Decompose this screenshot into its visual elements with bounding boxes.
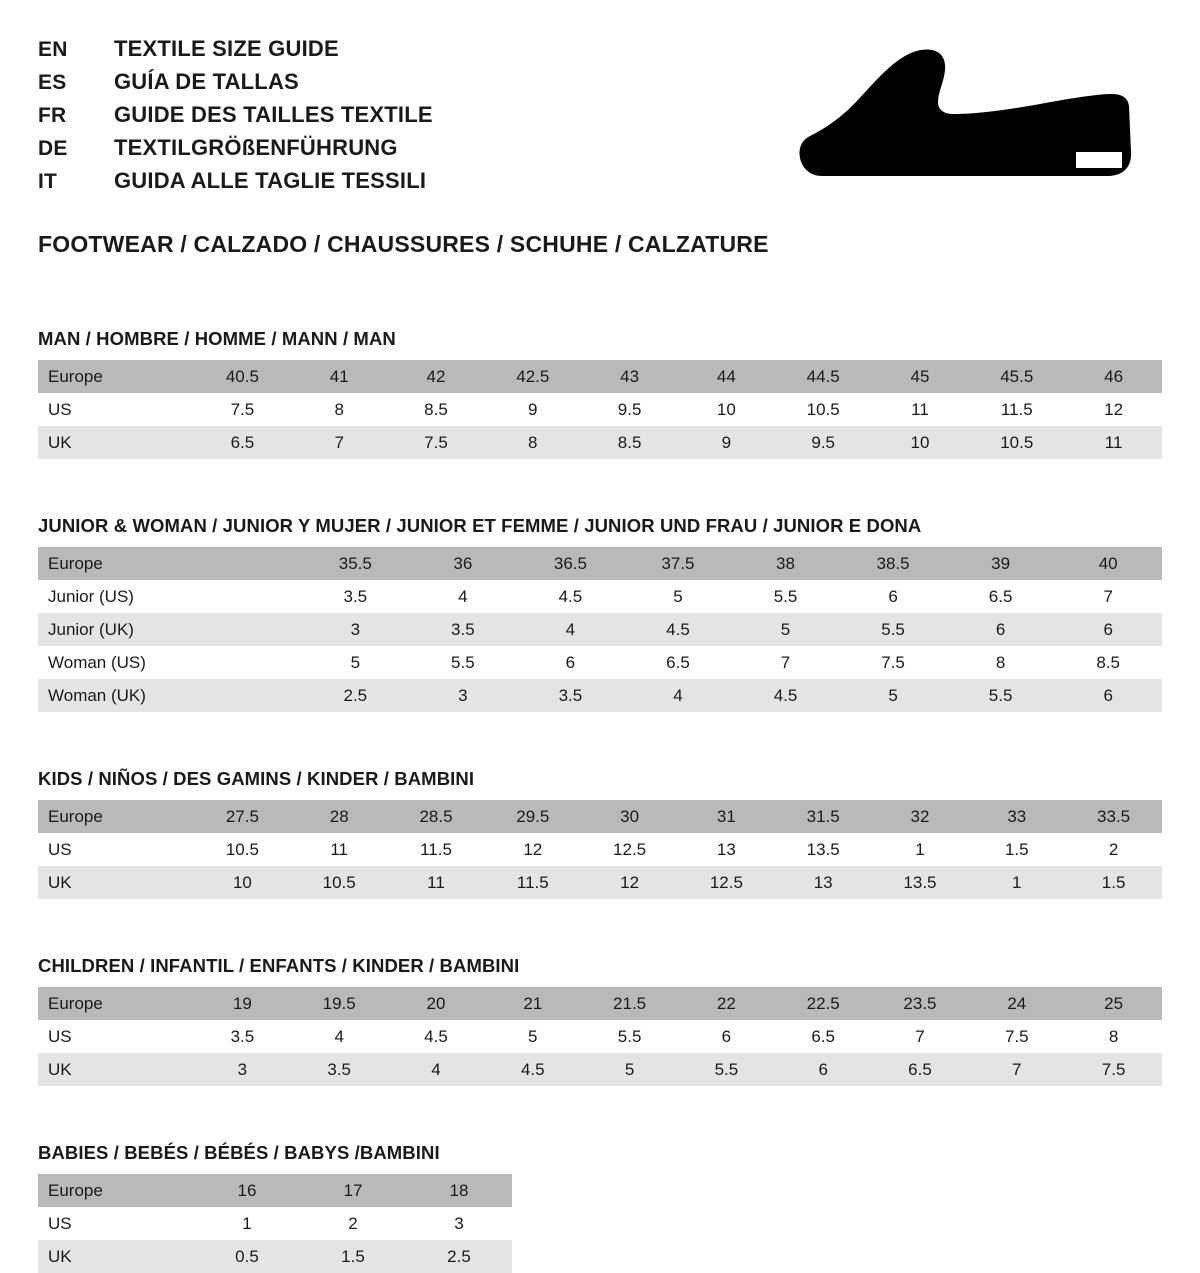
cell: 2 <box>300 1207 406 1240</box>
cell: 13 <box>678 833 775 866</box>
cell: 5 <box>484 1020 581 1053</box>
language-title: GUIDE DES TAILLES TEXTILE <box>114 102 433 127</box>
cell: 13 <box>775 866 872 899</box>
cell: 4.5 <box>624 613 732 646</box>
cell: 7.5 <box>968 1020 1065 1053</box>
cell: 25 <box>1065 987 1162 1020</box>
cell: 8 <box>291 393 388 426</box>
cell: 3.5 <box>291 1053 388 1086</box>
cell: 11 <box>388 866 485 899</box>
table-row <box>38 1020 1162 1053</box>
row-label: Europe <box>38 360 194 393</box>
language-code: ES <box>38 71 67 94</box>
cell: 10 <box>872 426 969 459</box>
cell: 1.5 <box>300 1240 406 1273</box>
cell: 9 <box>678 426 775 459</box>
cell: 11 <box>872 393 969 426</box>
table-row <box>38 1240 512 1273</box>
cell: 5.5 <box>581 1020 678 1053</box>
table-row <box>38 547 1162 580</box>
language-row <box>38 102 433 128</box>
cell: 42.5 <box>484 360 581 393</box>
cell: 44 <box>678 360 775 393</box>
section-man <box>38 328 1162 459</box>
row-label: Europe <box>38 800 194 833</box>
cell: 38 <box>732 547 840 580</box>
cell: 42 <box>388 360 485 393</box>
dress-shoe-icon <box>772 30 1162 188</box>
size-table-man <box>38 360 1162 459</box>
section-junior-woman <box>38 515 1162 712</box>
table-row <box>38 800 1162 833</box>
cell: 17 <box>300 1174 406 1207</box>
language-row <box>38 69 433 95</box>
cell: 5 <box>302 646 410 679</box>
row-label: Europe <box>38 1174 194 1207</box>
language-code: FR <box>38 104 67 127</box>
cell: 3.5 <box>302 580 410 613</box>
table-row <box>38 613 1162 646</box>
section-children <box>38 955 1162 1086</box>
cell: 10.5 <box>194 833 291 866</box>
table-row <box>38 987 1162 1020</box>
row-label: UK <box>38 1053 194 1086</box>
cell: 45 <box>872 360 969 393</box>
cell: 3.5 <box>194 1020 291 1053</box>
cell: 44.5 <box>775 360 872 393</box>
cell: 1 <box>872 833 969 866</box>
table-row <box>38 393 1162 426</box>
cell: 12.5 <box>581 833 678 866</box>
cell: 5 <box>581 1053 678 1086</box>
cell: 7 <box>732 646 840 679</box>
cell: 2.5 <box>302 679 410 712</box>
cell: 7.5 <box>839 646 947 679</box>
cell: 10.5 <box>968 426 1065 459</box>
cell: 31 <box>678 800 775 833</box>
cell: 33 <box>968 800 1065 833</box>
table-row <box>38 833 1162 866</box>
section-heading: BABIES / BEBÉS / BÉBÉS / BABYS /BAMBINI <box>38 1142 440 1163</box>
row-label: Europe <box>38 547 194 580</box>
page-header <box>38 30 1162 201</box>
row-label: Woman (US) <box>38 646 194 679</box>
cell: 8.5 <box>1054 646 1162 679</box>
language-code: EN <box>38 38 68 61</box>
cell <box>194 646 302 679</box>
cell: 4 <box>388 1053 485 1086</box>
cell: 12 <box>1065 393 1162 426</box>
cell: 0.5 <box>194 1240 300 1273</box>
cell: 7.5 <box>194 393 291 426</box>
cell: 7.5 <box>1065 1053 1162 1086</box>
cell: 6.5 <box>872 1053 969 1086</box>
cell: 11 <box>1065 426 1162 459</box>
row-label: US <box>38 1020 194 1053</box>
table-row <box>38 1053 1162 1086</box>
cell: 10 <box>678 393 775 426</box>
table-row <box>38 866 1162 899</box>
cell: 10 <box>194 866 291 899</box>
cell: 10.5 <box>775 393 872 426</box>
cell: 40 <box>1054 547 1162 580</box>
cell: 8 <box>947 646 1055 679</box>
cell: 6 <box>1054 679 1162 712</box>
cell: 13.5 <box>872 866 969 899</box>
language-row <box>38 135 433 161</box>
cell: 13.5 <box>775 833 872 866</box>
cell: 3 <box>194 1053 291 1086</box>
language-code: IT <box>38 170 58 193</box>
cell: 31.5 <box>775 800 872 833</box>
cell: 36 <box>409 547 517 580</box>
cell: 6 <box>947 613 1055 646</box>
cell: 8 <box>484 426 581 459</box>
cell: 4.5 <box>732 679 840 712</box>
cell: 5 <box>839 679 947 712</box>
cell: 35.5 <box>302 547 410 580</box>
cell: 1.5 <box>968 833 1065 866</box>
cell: 30 <box>581 800 678 833</box>
row-label: US <box>38 393 194 426</box>
language-code: DE <box>38 137 68 160</box>
cell: 6 <box>678 1020 775 1053</box>
cell: 3.5 <box>517 679 625 712</box>
cell: 19 <box>194 987 291 1020</box>
cell: 11 <box>291 833 388 866</box>
cell: 1.5 <box>1065 866 1162 899</box>
cell: 16 <box>194 1174 300 1207</box>
table-row <box>38 580 1162 613</box>
cell: 46 <box>1065 360 1162 393</box>
size-table-junior-woman <box>38 547 1162 712</box>
cell: 33.5 <box>1065 800 1162 833</box>
category-title: FOOTWEAR / CALZADO / CHAUSSURES / SCHUHE / CALZATURE <box>38 231 769 257</box>
cell: 4 <box>291 1020 388 1053</box>
cell: 5.5 <box>947 679 1055 712</box>
cell: 20 <box>388 987 485 1020</box>
cell: 2.5 <box>406 1240 512 1273</box>
language-title: GUÍA DE TALLAS <box>114 69 299 94</box>
language-title: GUIDA ALLE TAGLIE TESSILI <box>114 168 427 193</box>
cell: 7 <box>968 1053 1065 1086</box>
cell: 9 <box>484 393 581 426</box>
section-heading: JUNIOR & WOMAN / JUNIOR Y MUJER / JUNIOR ET FEMME / JUNIOR UND FRAU / JUNIOR E DONA <box>38 515 922 536</box>
cell: 9.5 <box>581 393 678 426</box>
section-heading: KIDS / NIÑOS / DES GAMINS / KINDER / BAMBINI <box>38 768 475 789</box>
cell: 7 <box>872 1020 969 1053</box>
cell: 38.5 <box>839 547 947 580</box>
row-label: US <box>38 1207 194 1240</box>
cell <box>194 547 302 580</box>
cell: 5.5 <box>732 580 840 613</box>
cell: 3 <box>302 613 410 646</box>
cell: 2 <box>1065 833 1162 866</box>
cell: 6 <box>517 646 625 679</box>
cell: 6 <box>839 580 947 613</box>
size-table-babies <box>38 1174 512 1273</box>
cell: 8 <box>1065 1020 1162 1053</box>
language-row <box>38 168 433 194</box>
cell: 28.5 <box>388 800 485 833</box>
table-row <box>38 1207 512 1240</box>
cell <box>194 580 302 613</box>
cell: 28 <box>291 800 388 833</box>
cell: 7 <box>291 426 388 459</box>
cell: 6.5 <box>775 1020 872 1053</box>
size-table-kids <box>38 800 1162 899</box>
section-kids <box>38 768 1162 899</box>
row-label: Woman (UK) <box>38 679 194 712</box>
cell: 6.5 <box>624 646 732 679</box>
cell: 18 <box>406 1174 512 1207</box>
cell: 4 <box>624 679 732 712</box>
cell: 6 <box>1054 613 1162 646</box>
cell: 8.5 <box>388 393 485 426</box>
cell: 29.5 <box>484 800 581 833</box>
row-label: Junior (US) <box>38 580 194 613</box>
cell: 4 <box>517 613 625 646</box>
cell: 12 <box>484 833 581 866</box>
language-row <box>38 36 433 62</box>
section-babies <box>38 1142 1162 1273</box>
cell: 39 <box>947 547 1055 580</box>
cell: 3 <box>406 1207 512 1240</box>
cell: 19.5 <box>291 987 388 1020</box>
cell: 37.5 <box>624 547 732 580</box>
cell: 5.5 <box>839 613 947 646</box>
cell: 5 <box>624 580 732 613</box>
cell: 4 <box>409 580 517 613</box>
cell: 7 <box>1054 580 1162 613</box>
cell: 27.5 <box>194 800 291 833</box>
cell: 7.5 <box>388 426 485 459</box>
cell: 12.5 <box>678 866 775 899</box>
section-heading: MAN / HOMBRE / HOMME / MANN / MAN <box>38 328 396 349</box>
cell: 32 <box>872 800 969 833</box>
table-row <box>38 360 1162 393</box>
cell: 40.5 <box>194 360 291 393</box>
cell: 5.5 <box>678 1053 775 1086</box>
cell: 10.5 <box>291 866 388 899</box>
language-title-list <box>38 30 433 201</box>
cell: 12 <box>581 866 678 899</box>
cell: 22 <box>678 987 775 1020</box>
section-heading: CHILDREN / INFANTIL / ENFANTS / KINDER / BAMBINI <box>38 955 520 976</box>
table-row <box>38 646 1162 679</box>
cell: 21 <box>484 987 581 1020</box>
cell: 3.5 <box>409 613 517 646</box>
row-label: US <box>38 833 194 866</box>
language-title: TEXTILGRÖßENFÜHRUNG <box>114 135 398 160</box>
cell: 23.5 <box>872 987 969 1020</box>
size-table-children <box>38 987 1162 1086</box>
table-row <box>38 426 1162 459</box>
cell: 11.5 <box>484 866 581 899</box>
cell: 5.5 <box>409 646 517 679</box>
cell: 5 <box>732 613 840 646</box>
cell <box>194 679 302 712</box>
cell: 6 <box>775 1053 872 1086</box>
cell: 3 <box>409 679 517 712</box>
row-label: Junior (UK) <box>38 613 194 646</box>
cell: 4.5 <box>517 580 625 613</box>
cell: 22.5 <box>775 987 872 1020</box>
row-label: UK <box>38 1240 194 1273</box>
cell: 9.5 <box>775 426 872 459</box>
row-label: UK <box>38 866 194 899</box>
cell: 45.5 <box>968 360 1065 393</box>
cell: 1 <box>194 1207 300 1240</box>
cell: 6.5 <box>947 580 1055 613</box>
cell: 6.5 <box>194 426 291 459</box>
cell <box>194 613 302 646</box>
cell: 21.5 <box>581 987 678 1020</box>
cell: 4.5 <box>388 1020 485 1053</box>
cell: 41 <box>291 360 388 393</box>
language-title: TEXTILE SIZE GUIDE <box>114 36 339 61</box>
table-row <box>38 679 1162 712</box>
table-row <box>38 1174 512 1207</box>
cell: 36.5 <box>517 547 625 580</box>
cell: 1 <box>968 866 1065 899</box>
cell: 24 <box>968 987 1065 1020</box>
cell: 4.5 <box>484 1053 581 1086</box>
row-label: Europe <box>38 987 194 1020</box>
cell: 43 <box>581 360 678 393</box>
row-label: UK <box>38 426 194 459</box>
cell: 8.5 <box>581 426 678 459</box>
cell: 11.5 <box>388 833 485 866</box>
cell: 11.5 <box>968 393 1065 426</box>
